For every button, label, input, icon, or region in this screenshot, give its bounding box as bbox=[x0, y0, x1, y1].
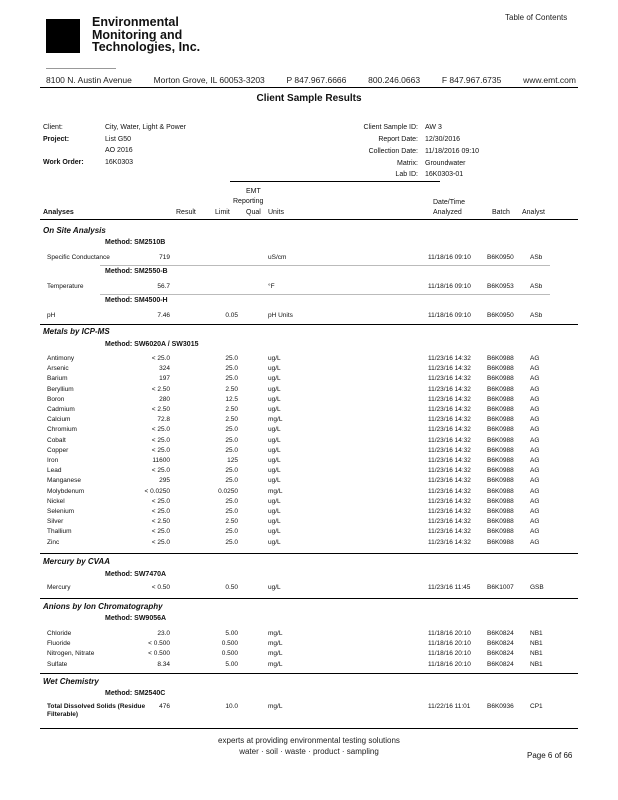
col-datetime: Date/Time bbox=[433, 199, 466, 206]
table-row bbox=[0, 650, 618, 660]
row-analyst: NB1 bbox=[530, 640, 543, 648]
row-result: 280 bbox=[159, 395, 170, 403]
row-units: ug/L bbox=[268, 406, 281, 413]
row-batch: B6K0988 bbox=[487, 538, 514, 546]
company-logo bbox=[46, 19, 80, 53]
col-units: Units bbox=[268, 209, 284, 216]
table-row bbox=[0, 584, 618, 594]
row-limit: 2.50 bbox=[225, 385, 238, 393]
row-result: 324 bbox=[159, 365, 170, 373]
row-analyte: Fluoride bbox=[47, 640, 71, 648]
row-limit: 25.0 bbox=[225, 477, 238, 485]
table-row bbox=[0, 365, 618, 375]
row-units: ug/L bbox=[268, 355, 281, 362]
row-batch: B6K0988 bbox=[487, 355, 514, 362]
row-analyst: AG bbox=[530, 406, 540, 413]
table-row bbox=[0, 396, 618, 406]
report-date-label: Report Date: bbox=[378, 136, 418, 143]
phone-tollfree: 800.246.0663 bbox=[368, 75, 421, 85]
row-analyst: AG bbox=[530, 518, 540, 526]
col-result: Result bbox=[176, 209, 196, 216]
row-limit: 2.50 bbox=[225, 518, 238, 526]
matrix-label: Matrix: bbox=[397, 160, 418, 167]
logo-underline bbox=[46, 68, 116, 69]
col-batch: Batch bbox=[492, 209, 510, 216]
row-analyst: AG bbox=[530, 477, 540, 485]
row-result: 23.0 bbox=[157, 630, 170, 637]
row-analyte: Barium bbox=[47, 375, 68, 383]
project-value-2: AO 2016 bbox=[105, 147, 133, 154]
collection-date-value: 11/18/2016 09:10 bbox=[425, 148, 479, 155]
report-date-value: 12/30/2016 bbox=[425, 136, 461, 143]
website-link[interactable]: www.emt.com bbox=[523, 75, 576, 85]
row-result: < 25.0 bbox=[151, 355, 170, 362]
project-value: List G50 bbox=[105, 136, 132, 143]
section-metals: Metals by ICP-MS bbox=[43, 327, 110, 336]
sample-id-label: Client Sample ID: bbox=[363, 124, 418, 131]
table-row bbox=[0, 283, 618, 293]
row-analyst: NB1 bbox=[530, 660, 543, 668]
table-row bbox=[0, 528, 618, 538]
row-batch: B6K0988 bbox=[487, 508, 514, 515]
row-units: ug/L bbox=[268, 528, 281, 536]
row-limit: 25.0 bbox=[225, 375, 238, 383]
company-name-line-2: Monitoring and bbox=[92, 27, 183, 42]
row-limit: 10.0 bbox=[225, 703, 238, 710]
row-analyst: AG bbox=[530, 446, 540, 454]
row-result: 719 bbox=[159, 254, 170, 261]
row-limit: 0.500 bbox=[221, 640, 238, 648]
row-result: 7.46 bbox=[157, 312, 170, 319]
col-qual: Qual bbox=[246, 209, 261, 216]
row-units: ug/L bbox=[268, 497, 281, 505]
phone: P 847.967.6666 bbox=[286, 75, 347, 85]
row-date: 11/18/16 09:10 bbox=[428, 254, 471, 261]
row-date: 11/23/16 14:32 bbox=[428, 355, 471, 362]
table-row bbox=[0, 508, 618, 518]
lab-id-value: 16K0303-01 bbox=[425, 171, 464, 178]
row-date: 11/18/16 09:10 bbox=[428, 312, 471, 319]
row-date: 11/23/16 14:32 bbox=[428, 528, 471, 536]
client-label: Client: bbox=[43, 124, 63, 131]
row-limit: 125 bbox=[227, 457, 238, 464]
row-result: < 25.0 bbox=[151, 467, 170, 475]
work-order-label: Work Order: bbox=[43, 159, 84, 166]
row-date: 11/23/16 14:32 bbox=[428, 436, 471, 444]
row-batch: B6K0988 bbox=[487, 436, 514, 444]
row-units: °F bbox=[268, 283, 275, 290]
row-analyte: Molybdenum bbox=[47, 487, 85, 495]
table-row bbox=[0, 457, 618, 467]
row-analyst: AG bbox=[530, 436, 540, 444]
table-row bbox=[0, 498, 618, 508]
row-result: < 0.500 bbox=[148, 640, 170, 648]
row-units: ug/L bbox=[268, 457, 281, 464]
row-analyst: AG bbox=[530, 395, 540, 403]
row-date: 11/23/16 14:32 bbox=[428, 538, 471, 546]
table-row bbox=[0, 488, 618, 498]
table-of-contents-link[interactable]: Table of Contents bbox=[505, 13, 568, 22]
row-date: 11/18/16 20:10 bbox=[428, 630, 471, 637]
row-batch: B6K0988 bbox=[487, 446, 514, 454]
sample-id-value: AW 3 bbox=[425, 124, 442, 131]
section-divider bbox=[40, 324, 578, 325]
section-mercury: Mercury by CVAA bbox=[43, 557, 110, 566]
row-analyst: AG bbox=[530, 355, 540, 362]
col-analyst: Analyst bbox=[522, 209, 545, 216]
row-batch: B6K0988 bbox=[487, 416, 514, 424]
row-units: ug/L bbox=[268, 426, 281, 434]
row-result: < 25.0 bbox=[151, 538, 170, 546]
row-analyte: Nickel bbox=[47, 497, 65, 505]
row-analyte: Beryllium bbox=[47, 385, 74, 393]
page-title: Client Sample Results bbox=[256, 93, 362, 104]
row-limit: 5.00 bbox=[225, 630, 238, 637]
company-name-line-1: Environmental bbox=[92, 15, 179, 29]
row-limit: 25.0 bbox=[225, 497, 238, 505]
row-batch: B6K0988 bbox=[487, 487, 514, 495]
row-analyte: Selenium bbox=[47, 508, 75, 515]
row-batch: B6K0988 bbox=[487, 395, 514, 403]
row-units: ug/L bbox=[268, 508, 281, 515]
matrix-value: Groundwater bbox=[425, 160, 466, 167]
row-date: 11/18/16 20:10 bbox=[428, 640, 471, 648]
table-row bbox=[0, 437, 618, 447]
row-units: ug/L bbox=[268, 395, 281, 403]
row-result: < 25.0 bbox=[151, 508, 170, 515]
row-divider bbox=[100, 294, 550, 295]
row-date: 11/18/16 20:10 bbox=[428, 650, 471, 658]
row-limit: 0.05 bbox=[225, 312, 238, 319]
row-date: 11/23/16 14:32 bbox=[428, 416, 471, 424]
row-divider bbox=[100, 265, 550, 266]
row-analyte: Sulfate bbox=[47, 660, 68, 668]
row-analyst: GSB bbox=[530, 584, 544, 591]
row-limit: 0.0250 bbox=[218, 487, 238, 495]
row-result: < 25.0 bbox=[151, 436, 170, 444]
row-batch: B6K0824 bbox=[487, 660, 514, 668]
row-analyte: Thallium bbox=[47, 528, 72, 536]
table-row bbox=[0, 386, 618, 396]
row-date: 11/23/16 14:32 bbox=[428, 426, 471, 434]
address-city: Morton Grove, IL 60053-3203 bbox=[153, 75, 265, 85]
address-street: 8100 N. Austin Avenue bbox=[46, 75, 132, 85]
footer-tagline: experts at providing environmental testing solutions bbox=[218, 736, 400, 745]
row-analyst: AG bbox=[530, 457, 540, 464]
row-analyst: NB1 bbox=[530, 650, 543, 658]
row-result: 197 bbox=[159, 375, 170, 383]
table-row bbox=[0, 355, 618, 365]
row-analyte: Copper bbox=[47, 446, 69, 454]
row-units: mg/L bbox=[268, 630, 283, 637]
row-units: ug/L bbox=[268, 518, 281, 526]
row-units: ug/L bbox=[268, 538, 281, 546]
table-row bbox=[0, 416, 618, 426]
method-sm2550b: Method: SM2550-B bbox=[105, 268, 168, 275]
row-batch: B6K0988 bbox=[487, 477, 514, 485]
row-analyst: AG bbox=[530, 365, 540, 373]
row-limit: 2.50 bbox=[225, 416, 238, 424]
row-analyst: NB1 bbox=[530, 630, 543, 637]
row-analyst: AG bbox=[530, 426, 540, 434]
row-limit: 5.00 bbox=[225, 660, 238, 668]
row-result: 476 bbox=[159, 703, 170, 710]
table-row bbox=[0, 703, 618, 723]
row-batch: B6K0988 bbox=[487, 426, 514, 434]
row-batch: B6K0950 bbox=[487, 312, 514, 319]
section-anions: Anions by Ion Chromatography bbox=[43, 602, 163, 611]
row-result: < 0.0250 bbox=[144, 487, 170, 495]
row-units: ug/L bbox=[268, 375, 281, 383]
column-header-divider bbox=[40, 219, 578, 220]
row-batch: B6K0953 bbox=[487, 283, 514, 290]
row-analyte: Cadmium bbox=[47, 406, 75, 413]
row-analyte: Silver bbox=[47, 518, 64, 526]
row-units: mg/L bbox=[268, 416, 283, 424]
row-result: < 25.0 bbox=[151, 426, 170, 434]
method-sm4500h: Method: SM4500-H bbox=[105, 297, 168, 304]
footer-divider bbox=[40, 728, 578, 729]
method-sw9056a: Method: SW9056A bbox=[105, 615, 167, 622]
row-result: < 2.50 bbox=[151, 518, 170, 526]
client-value: City, Water, Light & Power bbox=[105, 124, 186, 131]
row-date: 11/23/16 14:32 bbox=[428, 497, 471, 505]
row-analyte: Total Dissolved Solids (Residue Filterable) bbox=[47, 703, 146, 718]
row-date: 11/23/16 14:32 bbox=[428, 375, 471, 383]
row-limit: 25.0 bbox=[225, 436, 238, 444]
row-result: 11600 bbox=[152, 457, 170, 464]
row-analyst: AG bbox=[530, 528, 540, 536]
row-batch: B6K0988 bbox=[487, 375, 514, 383]
row-result: 72.8 bbox=[157, 416, 170, 424]
lab-id-label: Lab ID: bbox=[395, 171, 418, 178]
row-date: 11/23/16 14:32 bbox=[428, 395, 471, 403]
col-analyses: Analyses bbox=[43, 209, 74, 216]
row-batch: B6K0988 bbox=[487, 467, 514, 475]
row-analyst: AG bbox=[530, 508, 540, 515]
row-result: < 0.500 bbox=[148, 650, 170, 658]
fax: F 847.967.6735 bbox=[441, 75, 502, 85]
table-row bbox=[0, 661, 618, 671]
row-batch: B6K0824 bbox=[487, 640, 514, 648]
row-analyte: Arsenic bbox=[47, 365, 69, 373]
col-emt: EMT bbox=[246, 188, 261, 195]
row-date: 11/23/16 14:32 bbox=[428, 385, 471, 393]
row-limit: 25.0 bbox=[225, 528, 238, 536]
row-batch: B6K0988 bbox=[487, 497, 514, 505]
project-label: Project: bbox=[43, 136, 70, 143]
table-row bbox=[0, 467, 618, 477]
col-analyzed: Analyzed bbox=[433, 209, 462, 216]
row-units: pH Units bbox=[268, 312, 293, 319]
table-row bbox=[0, 426, 618, 436]
table-row bbox=[0, 254, 618, 264]
section-wet-chemistry: Wet Chemistry bbox=[43, 677, 99, 686]
row-limit: 25.0 bbox=[225, 508, 238, 515]
row-limit: 0.50 bbox=[225, 584, 238, 591]
col-reporting: Reporting bbox=[233, 198, 264, 205]
row-analyst: ASb bbox=[530, 283, 543, 290]
row-limit: 25.0 bbox=[225, 446, 238, 454]
row-analyte: Specific Conductance bbox=[47, 254, 110, 261]
row-analyte: Zinc bbox=[47, 538, 60, 546]
row-analyte: Mercury bbox=[47, 584, 71, 591]
row-batch: B6K0988 bbox=[487, 385, 514, 393]
row-analyte: Temperature bbox=[47, 283, 84, 290]
section-divider bbox=[40, 598, 578, 599]
col-limit: Limit bbox=[215, 209, 230, 216]
row-limit: 0.500 bbox=[221, 650, 238, 658]
row-analyst: AG bbox=[530, 385, 540, 393]
row-date: 11/23/16 11:45 bbox=[428, 584, 471, 591]
row-result: < 2.50 bbox=[151, 406, 170, 413]
row-analyte: Chromium bbox=[47, 426, 77, 434]
row-analyte: Antimony bbox=[47, 355, 75, 362]
row-analyte: Nitrogen, Nitrate bbox=[47, 650, 95, 658]
table-row bbox=[0, 539, 618, 549]
row-units: mg/L bbox=[268, 703, 283, 710]
row-units: ug/L bbox=[268, 446, 281, 454]
row-result: 295 bbox=[159, 477, 170, 485]
row-result: < 25.0 bbox=[151, 446, 170, 454]
row-result: < 25.0 bbox=[151, 528, 170, 536]
row-units: mg/L bbox=[268, 640, 283, 648]
row-batch: B6K0988 bbox=[487, 406, 514, 413]
row-units: ug/L bbox=[268, 477, 281, 485]
table-row bbox=[0, 312, 618, 322]
row-result: < 25.0 bbox=[151, 497, 170, 505]
method-sw6020a: Method: SW6020A / SW3015 bbox=[105, 341, 199, 348]
method-sm2510b: Method: SM2510B bbox=[105, 239, 166, 246]
row-date: 11/22/16 11:01 bbox=[428, 703, 471, 710]
row-analyte: pH bbox=[47, 312, 56, 319]
table-row bbox=[0, 518, 618, 528]
row-units: ug/L bbox=[268, 436, 281, 444]
row-limit: 25.0 bbox=[225, 538, 238, 546]
row-date: 11/23/16 14:32 bbox=[428, 467, 471, 475]
table-row bbox=[0, 630, 618, 640]
row-batch: B6K0936 bbox=[487, 703, 514, 710]
row-analyte: Manganese bbox=[47, 477, 81, 485]
row-result: < 0.50 bbox=[151, 584, 170, 591]
row-analyte: Chloride bbox=[47, 630, 72, 637]
row-result: < 2.50 bbox=[151, 385, 170, 393]
method-sm2540c: Method: SM2540C bbox=[105, 690, 166, 697]
row-date: 11/23/16 14:32 bbox=[428, 457, 471, 464]
row-units: ug/L bbox=[268, 584, 281, 591]
footer-services: water · soil · waste · product · sampling bbox=[239, 747, 379, 756]
address-bar bbox=[46, 75, 576, 85]
row-batch: B6K0824 bbox=[487, 630, 514, 637]
row-analyst: CP1 bbox=[530, 703, 543, 710]
row-date: 11/23/16 14:32 bbox=[428, 487, 471, 495]
row-date: 11/23/16 14:32 bbox=[428, 406, 471, 413]
row-date: 11/23/16 14:32 bbox=[428, 446, 471, 454]
row-analyte: Cobalt bbox=[47, 436, 66, 444]
row-analyte: Boron bbox=[47, 395, 65, 403]
row-units: uS/cm bbox=[268, 254, 287, 261]
table-row bbox=[0, 375, 618, 385]
row-analyst: AG bbox=[530, 538, 540, 546]
row-batch: B6K1007 bbox=[487, 584, 514, 591]
row-analyst: AG bbox=[530, 497, 540, 505]
info-divider bbox=[230, 181, 440, 182]
row-units: ug/L bbox=[268, 365, 281, 373]
row-limit: 12.5 bbox=[225, 395, 238, 403]
row-result: 8.34 bbox=[157, 660, 170, 668]
row-limit: 25.0 bbox=[225, 426, 238, 434]
row-date: 11/23/16 14:32 bbox=[428, 477, 471, 485]
row-date: 11/18/16 09:10 bbox=[428, 283, 471, 290]
row-result: 56.7 bbox=[157, 283, 170, 290]
row-limit: 25.0 bbox=[225, 467, 238, 475]
table-row bbox=[0, 447, 618, 457]
row-analyst: ASb bbox=[530, 254, 543, 261]
row-analyst: AG bbox=[530, 416, 540, 424]
row-limit: 25.0 bbox=[225, 365, 238, 373]
table-row bbox=[0, 477, 618, 487]
row-units: ug/L bbox=[268, 467, 281, 475]
company-name-line-3: Technologies, Inc. bbox=[92, 40, 201, 54]
row-date: 11/23/16 14:32 bbox=[428, 365, 471, 373]
row-batch: B6K0988 bbox=[487, 528, 514, 536]
row-batch: B6K0950 bbox=[487, 254, 514, 261]
row-limit: 2.50 bbox=[225, 406, 238, 413]
row-date: 11/18/16 20:10 bbox=[428, 660, 471, 668]
row-date: 11/23/16 14:32 bbox=[428, 508, 471, 515]
company-name bbox=[92, 16, 200, 54]
row-units: mg/L bbox=[268, 650, 283, 658]
page-number: Page 6 of 66 bbox=[527, 751, 573, 760]
row-analyst: AG bbox=[530, 375, 540, 383]
row-limit: 25.0 bbox=[225, 355, 238, 362]
row-analyst: AG bbox=[530, 487, 540, 495]
section-divider bbox=[40, 673, 578, 674]
header-divider bbox=[40, 87, 578, 88]
row-units: mg/L bbox=[268, 487, 283, 495]
row-date: 11/23/16 14:32 bbox=[428, 518, 471, 526]
row-units: ug/L bbox=[268, 385, 281, 393]
row-batch: B6K0988 bbox=[487, 518, 514, 526]
row-analyte: Calcium bbox=[47, 416, 71, 424]
section-divider bbox=[40, 553, 578, 554]
work-order-value: 16K0303 bbox=[105, 159, 134, 166]
row-analyte: Iron bbox=[47, 457, 59, 464]
row-analyst: AG bbox=[530, 467, 540, 475]
method-sw7470a: Method: SW7470A bbox=[105, 571, 167, 578]
row-units: mg/L bbox=[268, 660, 283, 668]
row-analyst: ASb bbox=[530, 312, 543, 319]
row-analyte: Lead bbox=[47, 467, 62, 475]
table-row bbox=[0, 406, 618, 416]
section-onsite: On Site Analysis bbox=[43, 226, 106, 235]
collection-date-label: Collection Date: bbox=[368, 148, 418, 155]
row-batch: B6K0988 bbox=[487, 365, 514, 373]
table-row bbox=[0, 640, 618, 650]
row-batch: B6K0988 bbox=[487, 457, 514, 464]
row-batch: B6K0824 bbox=[487, 650, 514, 658]
